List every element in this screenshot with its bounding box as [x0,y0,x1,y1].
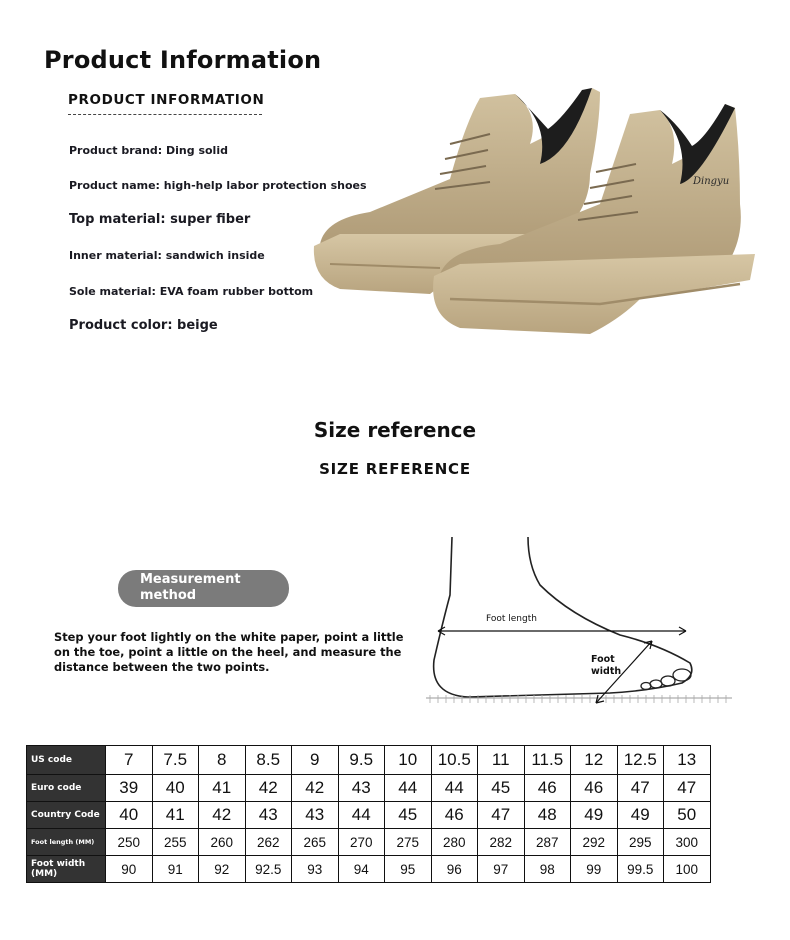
table-cell: 41 [152,802,199,829]
table-cell: 10 [385,746,432,775]
row-header: Foot width (MM) [27,856,106,883]
table-row [27,746,711,775]
sole-material-line: Sole material: EVA foam rubber bottom [69,285,314,298]
table-cell: 41 [199,775,246,802]
table-cell: 93 [292,856,339,883]
table-row [27,802,711,829]
table-cell: 43 [338,775,385,802]
table-cell: 12 [571,746,618,775]
table-cell: 91 [152,856,199,883]
foot-length-label: Foot length [486,614,537,624]
product-brand-line: Product brand: Ding solid [69,144,228,157]
row-header: Country Code [27,802,106,829]
table-row [27,856,711,883]
table-cell: 98 [524,856,571,883]
table-cell: 295 [617,829,664,856]
table-cell: 250 [106,829,153,856]
table-cell: 45 [478,775,525,802]
table-cell: 46 [524,775,571,802]
row-header: Euro code [27,775,106,802]
table-cell: 282 [478,829,525,856]
shoe-logo: Dingyu [693,176,730,187]
table-row [27,775,711,802]
table-cell: 42 [199,802,246,829]
table-cell: 50 [664,802,711,829]
inner-material-line: Inner material: sandwich inside [69,249,265,262]
foot-width-label: Foot width [591,654,622,677]
table-cell: 99.5 [617,856,664,883]
section-title: PRODUCT INFORMATION [68,92,265,108]
table-cell: 11 [478,746,525,775]
table-cell: 270 [338,829,385,856]
table-cell: 300 [664,829,711,856]
row-header: US code [27,746,106,775]
table-cell: 8.5 [245,746,292,775]
size-reference-subtitle: SIZE REFERENCE [319,460,471,478]
table-cell: 42 [245,775,292,802]
table-cell: 9 [292,746,339,775]
table-cell: 280 [431,829,478,856]
size-chart-table [26,745,711,883]
table-cell: 46 [571,775,618,802]
table-cell: 45 [385,802,432,829]
table-cell: 40 [152,775,199,802]
table-cell: 44 [338,802,385,829]
table-cell: 47 [664,775,711,802]
page-title: Product Information [44,46,322,74]
table-cell: 7 [106,746,153,775]
table-cell: 44 [431,775,478,802]
section-title-underline [68,114,262,115]
table-cell: 49 [617,802,664,829]
toes [641,669,691,690]
table-cell: 13 [664,746,711,775]
table-row [27,829,711,856]
table-cell: 47 [478,802,525,829]
table-cell: 7.5 [152,746,199,775]
table-cell: 292 [571,829,618,856]
table-cell: 96 [431,856,478,883]
table-cell: 90 [106,856,153,883]
table-cell: 44 [385,775,432,802]
table-cell: 287 [524,829,571,856]
shoes-image [300,84,770,364]
table-cell: 92.5 [245,856,292,883]
table-cell: 8 [199,746,246,775]
table-cell: 9.5 [338,746,385,775]
table-cell: 100 [664,856,711,883]
table-cell: 95 [385,856,432,883]
table-cell: 265 [292,829,339,856]
table-cell: 11.5 [524,746,571,775]
product-color-line: Product color: beige [69,318,218,333]
foot-diagram [420,535,740,715]
table-cell: 43 [292,802,339,829]
top-material-line: Top material: super fiber [69,212,251,227]
measurement-method-badge: Measurement method [118,570,289,607]
size-reference-title: Size reference [313,418,477,442]
table-cell: 40 [106,802,153,829]
measurement-instructions: Step your foot lightly on the white paper, point a little on the toe, point a little on the heel, and measure the distance between the two points. [54,630,404,674]
table-cell: 97 [478,856,525,883]
table-cell: 49 [571,802,618,829]
row-header: Foot length (MM) [27,829,106,856]
table-cell: 255 [152,829,199,856]
table-cell: 47 [617,775,664,802]
foot-outline [434,537,692,697]
foot-length-arrow [438,627,686,635]
table-cell: 92 [199,856,246,883]
table-cell: 46 [431,802,478,829]
table-cell: 42 [292,775,339,802]
table-cell: 43 [245,802,292,829]
table-cell: 275 [385,829,432,856]
table-cell: 48 [524,802,571,829]
table-cell: 99 [571,856,618,883]
table-cell: 10.5 [431,746,478,775]
product-name-line: Product name: high-help labor protection shoes [69,179,367,192]
table-cell: 262 [245,829,292,856]
table-cell: 39 [106,775,153,802]
table-cell: 260 [199,829,246,856]
table-cell: 94 [338,856,385,883]
table-cell: 12.5 [617,746,664,775]
